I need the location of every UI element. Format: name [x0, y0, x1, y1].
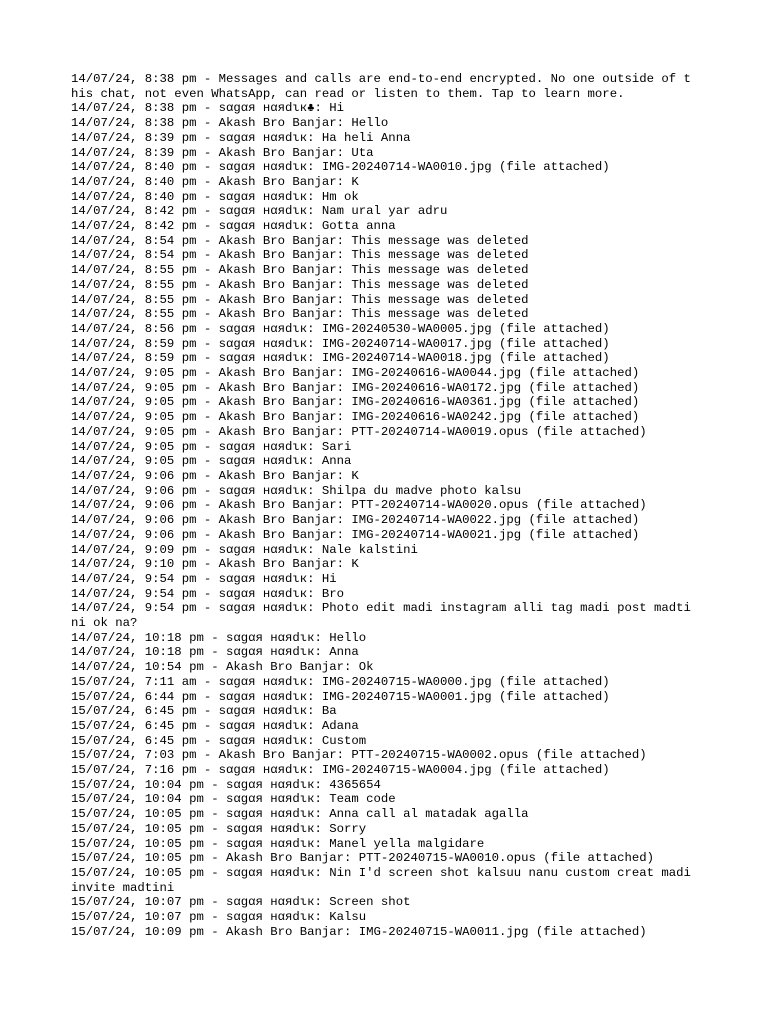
chat-log-line: 14/07/24, 9:05 pm - ѕαgαя нαяdιк: Anna — [71, 454, 352, 469]
chat-log-line: 14/07/24, 9:54 pm - ѕαgαя нαяdιк: Bro — [71, 586, 345, 601]
chat-log-line: 14/07/24, 8:55 pm - Akash Bro Banjar: This message was deleted — [71, 277, 529, 292]
chat-log-line: 14/07/24, 8:59 pm - ѕαgαя нαяdιк: IMG-20240714-WA0017.jpg (file attached) — [71, 336, 610, 351]
chat-log-line: 15/07/24, 10:09 pm - Akash Bro Banjar: IMG-20240715-WA0011.jpg (file attached) — [71, 924, 647, 939]
chat-log-line: 14/07/24, 9:54 pm - ѕαgαя нαяdιк: Photo edit madi instagram alli tag madi post madtini ok na? — [71, 601, 691, 631]
chat-log-line: 14/07/24, 9:05 pm - Akash Bro Banjar: IMG-20240616-WA0242.jpg (file attached) — [71, 410, 640, 425]
chat-log-line: 14/07/24, 9:05 pm - Akash Bro Banjar: PTT-20240714-WA0019.opus (file attached) — [71, 424, 647, 439]
chat-log-line: 14/07/24, 10:18 pm - ѕαgαя нαяdιк: Anna — [71, 645, 359, 660]
chat-log-line: 14/07/24, 8:40 pm - ѕαgαя нαяdιк: Hm ok — [71, 189, 359, 204]
chat-log-line: 15/07/24, 7:03 pm - Akash Bro Banjar: PTT-20240715-WA0002.opus (file attached) — [71, 748, 647, 763]
chat-log-line: 14/07/24, 8:38 pm - Messages and calls are end-to-end encrypted. No one outside of this chat, not even WhatsApp, can read or listen to them. Tap to learn more. — [71, 72, 691, 101]
chat-log-line: 14/07/24, 10:18 pm - ѕαgαя нαяdιк: Hello — [71, 630, 367, 645]
chat-log-line: 15/07/24, 6:45 pm - ѕαgαя нαяdιк: Ba — [71, 704, 337, 719]
chat-log-line: 14/07/24, 10:54 pm - Akash Bro Banjar: Ok — [71, 660, 374, 675]
chat-log-line: 14/07/24, 8:39 pm - ѕαgαя нαяdιк: Ha heli Anna — [71, 130, 411, 145]
chat-log-line: 14/07/24, 9:10 pm - Akash Bro Banjar: K — [71, 557, 359, 572]
chat-log-line: 14/07/24, 9:09 pm - ѕαgαя нαяdιк: Nale kalstini — [71, 542, 418, 557]
chat-log-line: 15/07/24, 7:11 am - ѕαgαя нαяdιк: IMG-20240715-WA0000.jpg (file attached) — [71, 674, 610, 689]
chat-log-line: 15/07/24, 10:04 pm - ѕαgαя нαяdιк: Team code — [71, 792, 396, 807]
chat-log-line: 15/07/24, 6:44 pm - ѕαgαя нαяdιк: IMG-20240715-WA0001.jpg (file attached) — [71, 689, 610, 704]
chat-log-line: 14/07/24, 9:06 pm - Akash Bro Banjar: PTT-20240714-WA0020.opus (file attached) — [71, 498, 647, 513]
chat-log-line: 14/07/24, 9:06 pm - Akash Bro Banjar: IMG-20240714-WA0021.jpg (file attached) — [71, 527, 640, 542]
chat-export-page — [71, 72, 699, 939]
chat-log-line: 14/07/24, 8:40 pm - ѕαgαя нαяdιк: IMG-20240714-WA0010.jpg (file attached) — [71, 160, 610, 175]
chat-log-line: 14/07/24, 9:54 pm - ѕαgαя нαяdιк: Hi — [71, 571, 337, 586]
chat-log-line: 15/07/24, 10:04 pm - ѕαgαя нαяdιк: 4365654 — [71, 777, 381, 792]
chat-log-line: 14/07/24, 8:56 pm - ѕαgαя нαяdιк: IMG-20240530-WA0005.jpg (file attached) — [71, 321, 610, 336]
chat-log-line: 15/07/24, 7:16 pm - ѕαgαя нαяdιк: IMG-20240715-WA0004.jpg (file attached) — [71, 763, 610, 778]
chat-log-line: 14/07/24, 8:54 pm - Akash Bro Banjar: This message was deleted — [71, 233, 529, 248]
chat-log-line: 15/07/24, 10:05 pm - ѕαgαя нαяdιк: Sorry — [71, 821, 367, 836]
chat-log-line: 14/07/24, 9:05 pm - Akash Bro Banjar: IMG-20240616-WA0361.jpg (file attached) — [71, 395, 640, 410]
chat-log-line: 14/07/24, 8:59 pm - ѕαgαя нαяdιк: IMG-20240714-WA0018.jpg (file attached) — [71, 351, 610, 366]
chat-log-line: 14/07/24, 8:40 pm - Akash Bro Banjar: K — [71, 174, 359, 189]
chat-log-line: 14/07/24, 8:38 pm - ѕαgαя нαяdιк♣: Hi — [71, 101, 345, 116]
chat-log-line: 14/07/24, 8:55 pm - Akash Bro Banjar: This message was deleted — [71, 292, 529, 307]
chat-log-line: 15/07/24, 6:45 pm - ѕαgαя нαяdιк: Custom — [71, 733, 367, 748]
chat-log-line: 14/07/24, 9:06 pm - Akash Bro Banjar: IMG-20240714-WA0022.jpg (file attached) — [71, 513, 640, 528]
chat-log-line: 15/07/24, 10:07 pm - ѕαgαя нαяdιк: Kalsu — [71, 910, 367, 925]
chat-log-line: 14/07/24, 8:55 pm - Akash Bro Banjar: This message was deleted — [71, 263, 529, 278]
chat-log-line: 14/07/24, 9:05 pm - ѕαgαя нαяdιк: Sari — [71, 439, 352, 454]
chat-log-line: 14/07/24, 8:54 pm - Akash Bro Banjar: This message was deleted — [71, 248, 529, 263]
chat-log-line: 14/07/24, 8:38 pm - Akash Bro Banjar: Hello — [71, 116, 389, 131]
chat-log-line: 15/07/24, 10:05 pm - Akash Bro Banjar: PTT-20240715-WA0010.opus (file attached) — [71, 851, 654, 866]
chat-log-line: 14/07/24, 8:39 pm - Akash Bro Banjar: Uta — [71, 145, 374, 160]
chat-log-line: 15/07/24, 10:07 pm - ѕαgαя нαяdιк: Screen shot — [71, 895, 411, 910]
chat-log-line: 15/07/24, 10:05 pm - ѕαgαя нαяdιк: Anna call al matadak agalla — [71, 807, 529, 822]
chat-log-line: 14/07/24, 8:42 pm - ѕαgαя нαяdιк: Nam ural yar adru — [71, 204, 448, 219]
chat-log-line: 15/07/24, 10:05 pm - ѕαgαя нαяdιк: Nin I'd screen shot kalsuu nanu custom creat madi invite madtini — [71, 865, 699, 895]
chat-log-line: 14/07/24, 8:42 pm - ѕαgαя нαяdιк: Gotta anna — [71, 219, 396, 234]
chat-log-line: 14/07/24, 9:06 pm - ѕαgαя нαяdιк: Shilpa du madve photo kalsu — [71, 483, 522, 498]
chat-log-line: 14/07/24, 8:55 pm - Akash Bro Banjar: This message was deleted — [71, 307, 529, 322]
chat-log-line: 15/07/24, 6:45 pm - ѕαgαя нαяdιк: Adana — [71, 718, 359, 733]
chat-log-line: 14/07/24, 9:06 pm - Akash Bro Banjar: K — [71, 468, 359, 483]
chat-log-line: 14/07/24, 9:05 pm - Akash Bro Banjar: IMG-20240616-WA0044.jpg (file attached) — [71, 366, 640, 381]
chat-log-line: 15/07/24, 10:05 pm - ѕαgαя нαяdιк: Manel yella malgidare — [71, 836, 485, 851]
chat-log-line: 14/07/24, 9:05 pm - Akash Bro Banjar: IMG-20240616-WA0172.jpg (file attached) — [71, 380, 640, 395]
